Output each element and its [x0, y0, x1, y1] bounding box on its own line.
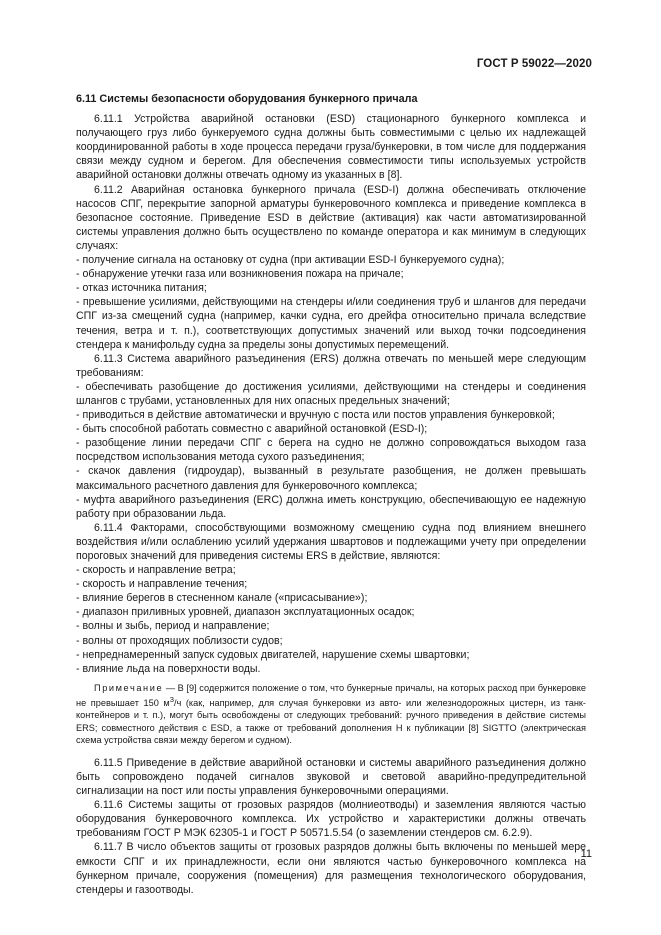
- list-item: - скачок давления (гидроудар), вызванный в результате разобщения, не должен превышать максимального расчетного давления для бункеровочного комплекса;: [76, 464, 586, 492]
- list-item: - непреднамеренный запуск судовых двигателей, нарушение схемы швартовки;: [76, 648, 586, 662]
- list-item: - быть способной работать совместно с аварийной остановкой (ESD-I);: [76, 422, 586, 436]
- list-item: - скорость и направление ветра;: [76, 563, 586, 577]
- list-item: - волны и зыбь, период и направление;: [76, 619, 586, 633]
- list-item: - превышение усилиями, действующими на стендеры и/или соединения труб и шлангов для передачи СПГ из-за смещений судна (например, качки судна, его дрейфа относительно причала вследствие течения, ветра и т. п.), соответствующих допустимых значений или выход точки подсоединения стендера к манифольду судна за пределы зоны допустимых перемещений.: [76, 295, 586, 351]
- document-code: ГОСТ Р 59022—2020: [476, 58, 592, 70]
- paragraph-6-11-7: 6.11.7 В число объектов защиты от грозовых разрядов должны быть включены по меньшей мере емкости СПГ и их принадлежности, если они являются частью бункеровочного комплекса на бункерном причале, сооружения (помещения) для размещения технологического оборудования, стендеры и газоотводы.: [76, 841, 586, 896]
- list-item: - влияние берегов в стесненном канале («присасывание»);: [76, 591, 586, 605]
- list-item: - обеспечивать разобщение до достижения усилиями, действующими на стендеры и соединения шлангов с трубами, установленных для них опасных предельных значений;: [76, 380, 586, 408]
- paragraph-6-11-2: 6.11.2 Аварийная остановка бункерного причала (ESD-I) должна обеспечивать отключение насосов СПГ, перекрытие запорной арматуры бункеровочного комплекса и приведение комплекса в безопасное состояние. Приведение ESD в действие (активация) как части автоматизированной системы управления должно быть осуществлено по команде оператора и как минимум в следующих случаях:: [76, 183, 586, 252]
- note: [76, 682, 586, 746]
- list-item: - скорость и направление течения;: [76, 577, 586, 591]
- list-item: - волны от проходящих поблизости судов;: [76, 634, 586, 648]
- paragraph-6-11-1: 6.11.1 Устройства аварийной остановки (ESD) стационарного бункерного комплекса и получающего груз либо бункеруемого судна должны быть совместимыми с целью их надлежащей координированной работы в ходе процесса передачи груза/бункеровки, в том числе для поддержания связи между судном и берегом. Для обеспечения совместимости типы используемых устройств аварийной остановки должны отвечать одному из указанных в [8].: [76, 113, 586, 182]
- list-item: - отказ источника питания;: [76, 281, 586, 295]
- paragraph-6-11-4: 6.11.4 Факторами, способствующими возможному смещению судна под влиянием внешнего воздействия и/или ослаблению усилий удержания швартовов и подлежащими учету при определении пороговых значений для приведения системы ERS в действие, являются:: [76, 521, 586, 562]
- section-title: 6.11 Системы безопасности оборудования бункерного причала: [76, 93, 418, 105]
- list-item: - приводиться в действие автоматически и вручную с поста или постов управления бункеровкой;: [76, 408, 586, 422]
- list-item: - получение сигнала на остановку от судна (при активации ESD-I бункеруемого судна);: [76, 253, 586, 267]
- note-text-b: /ч (как, например, для случая бункеровки из авто- или железнодорожных цистерн, из танк-контейнеров и т. п.), могут быть освобождены от следующих требований: ручного приведения в действие системы ERS; совместного действия с ESD, а также от требований дополнения Н к публикации [8] SIGTTO (электрическая схема устройства связи между берегом и судном).: [76, 698, 586, 745]
- list-item: - разобщение линии передачи СПГ с берега на судно не должно сопровождаться выходом газа посредством использования метода сухого разъединения;: [76, 436, 586, 464]
- note-label: Примечание: [94, 682, 164, 693]
- note-superscript: 3: [169, 695, 174, 705]
- paragraph-6-11-3: 6.11.3 Система аварийного разъединения (ERS) должна отвечать по меньшей мере следующим требованиям:: [76, 352, 586, 379]
- note-text-a: — В [9] содержится положение о том, что бункерные причалы, на которых расход при бункеровке не превышает 150 м: [76, 682, 586, 709]
- list-item: - обнаружение утечки газа или возникновения пожара на причале;: [76, 267, 586, 281]
- page-number: 11: [580, 848, 592, 860]
- list-item: - диапазон приливных уровней, диапазон эксплуатационных осадок;: [76, 605, 586, 619]
- paragraph-6-11-5: 6.11.5 Приведение в действие аварийной остановки и системы аварийного разъединения должно быть сопровождено подачей сигналов звуковой и световой аварийно-предупредительной сигнализации на пост или посты управления бункеровочными операциями.: [76, 756, 586, 798]
- paragraph-6-11-6: 6.11.6 Системы защиты от грозовых разрядов (молниеотводы) и заземления являются частью оборудования бункеровочного комплекса. Их устройство и характеристики должны отвечать требованиям ГОСТ Р МЭК 62305-1 и ГОСТ Р 50571.5.54 (о заземлении стендеров см. 6.2.9).: [76, 799, 586, 840]
- list-item: - муфта аварийного разъединения (ERC) должна иметь конструкцию, обеспечивающую ее надежную работу при образовании льда.: [76, 493, 586, 521]
- page-content: [76, 92, 586, 897]
- list-item: - влияние льда на поверхности воды.: [76, 662, 586, 676]
